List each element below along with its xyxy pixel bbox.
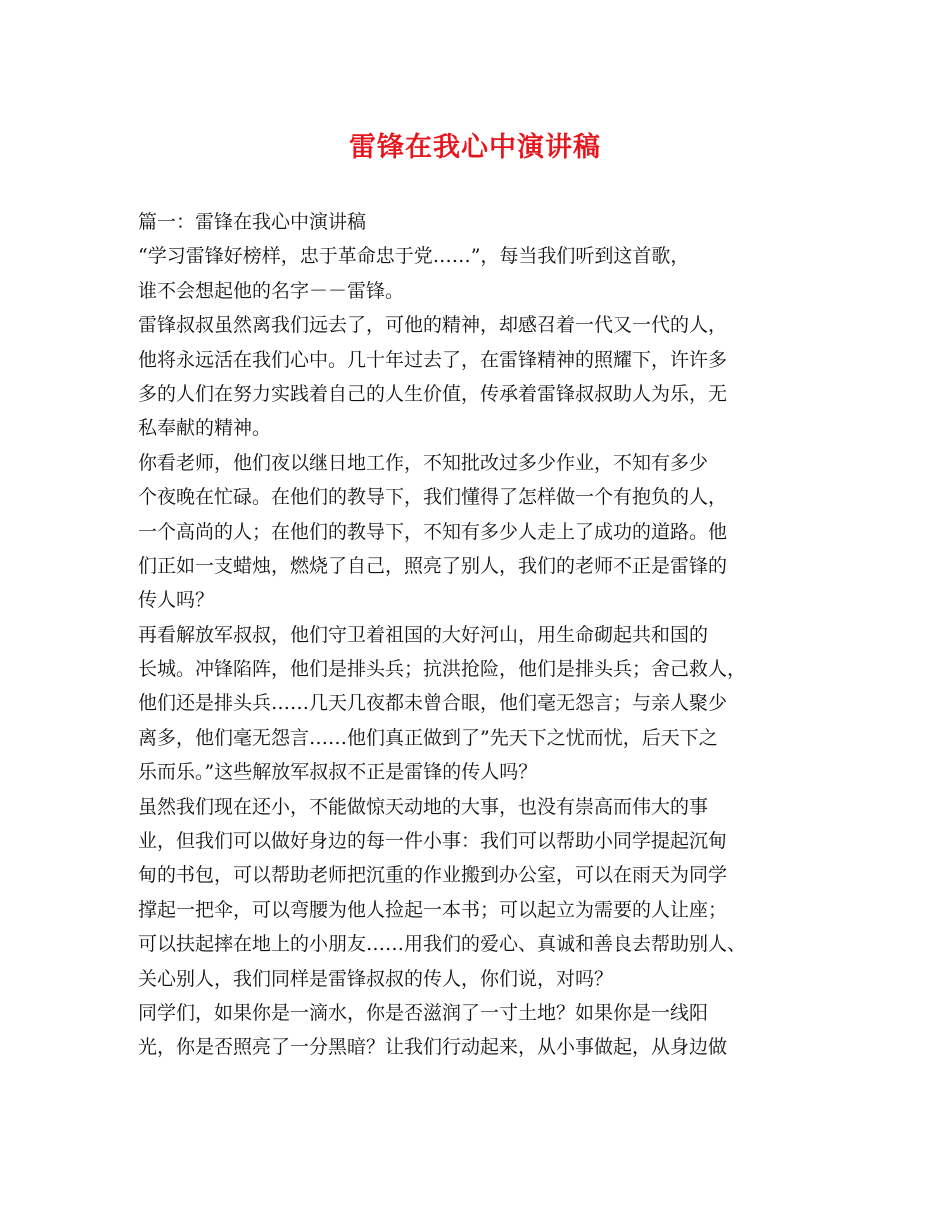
text-line: 私奉献的精神。 — [138, 417, 272, 440]
text-line: 再看解放军叔叔，他们守卫着祖国的大好河山，用生命砌起共和国的 — [138, 623, 709, 646]
text-line: 撑起一把伞，可以弯腰为他人捡起一本书；可以起立为需要的人让座； — [138, 898, 728, 921]
text-line: 关心别人，我们同样是雷锋叔叔的传人，你们说，对吗？ — [138, 967, 614, 990]
text-line: 你看老师，他们夜以继日地工作，不知批改过多少作业，不知有多少 — [138, 451, 709, 474]
text-line: 虽然我们现在还小，不能做惊天动地的大事，也没有崇高而伟大的事 — [138, 795, 709, 818]
text-line: 光，你是否照亮了一分黑暗？让我们行动起来，从小事做起，从身边做 — [138, 1036, 728, 1059]
text-line: 个夜晚在忙碌。在他们的教导下，我们懂得了怎样做一个有抱负的人， — [138, 486, 728, 509]
text-line: 谁不会想起他的名字－－雷锋。 — [138, 279, 405, 302]
text-line: 传人吗？ — [138, 589, 215, 612]
document-body — [138, 205, 828, 1065]
text-line: 可以扶起摔在地上的小朋友……用我们的爱心、真诚和善良去帮助别人、 — [138, 933, 747, 956]
text-line: 同学们，如果你是一滴水，你是否滋润了一寸土地？如果你是一线阳 — [138, 1001, 709, 1024]
text-line: 离多，他们毫无怨言……他们真正做到了”先天下之忧而忧，后天下之 — [138, 726, 718, 749]
text-line: 多的人们在努力实践着自己的人生价值，传承着雷锋叔叔助人为乐，无 — [138, 382, 728, 405]
text-line: 乐而乐。”这些解放军叔叔不正是雷锋的传人吗？ — [138, 761, 538, 784]
text-line: 们正如一支蜡烛，燃烧了自己，照亮了别人，我们的老师不正是雷锋的 — [138, 554, 728, 577]
text-line: 雷锋叔叔虽然离我们远去了，可他的精神，却感召着一代又一代的人， — [138, 314, 728, 337]
document-title: 雷锋在我心中演讲稿 — [349, 132, 601, 163]
text-line: 他们还是排头兵……几天几夜都未曾合眼，他们毫无怨言；与亲人聚少 — [138, 692, 728, 715]
text-line: 业，但我们可以做好身边的每一件小事：我们可以帮助小同学提起沉甸 — [138, 830, 728, 853]
text-line: 甸的书包，可以帮助老师把沉重的作业搬到办公室，可以在雨天为同学 — [138, 864, 728, 887]
text-line: 长城。冲锋陷阵，他们是排头兵；抗洪抢险，他们是排头兵；舍己救人， — [138, 658, 747, 681]
text-line: 他将永远活在我们心中。几十年过去了，在雷锋精神的照耀下，许许多 — [138, 348, 728, 371]
text-line: 篇一：雷锋在我心中演讲稿 — [138, 211, 367, 233]
text-line: “学习雷锋好榜样，忠于革命忠于党……”，每当我们听到这首歌， — [138, 245, 690, 268]
text-line: 一个高尚的人；在他们的教导下，不知有多少人走上了成功的道路。他 — [138, 520, 728, 543]
